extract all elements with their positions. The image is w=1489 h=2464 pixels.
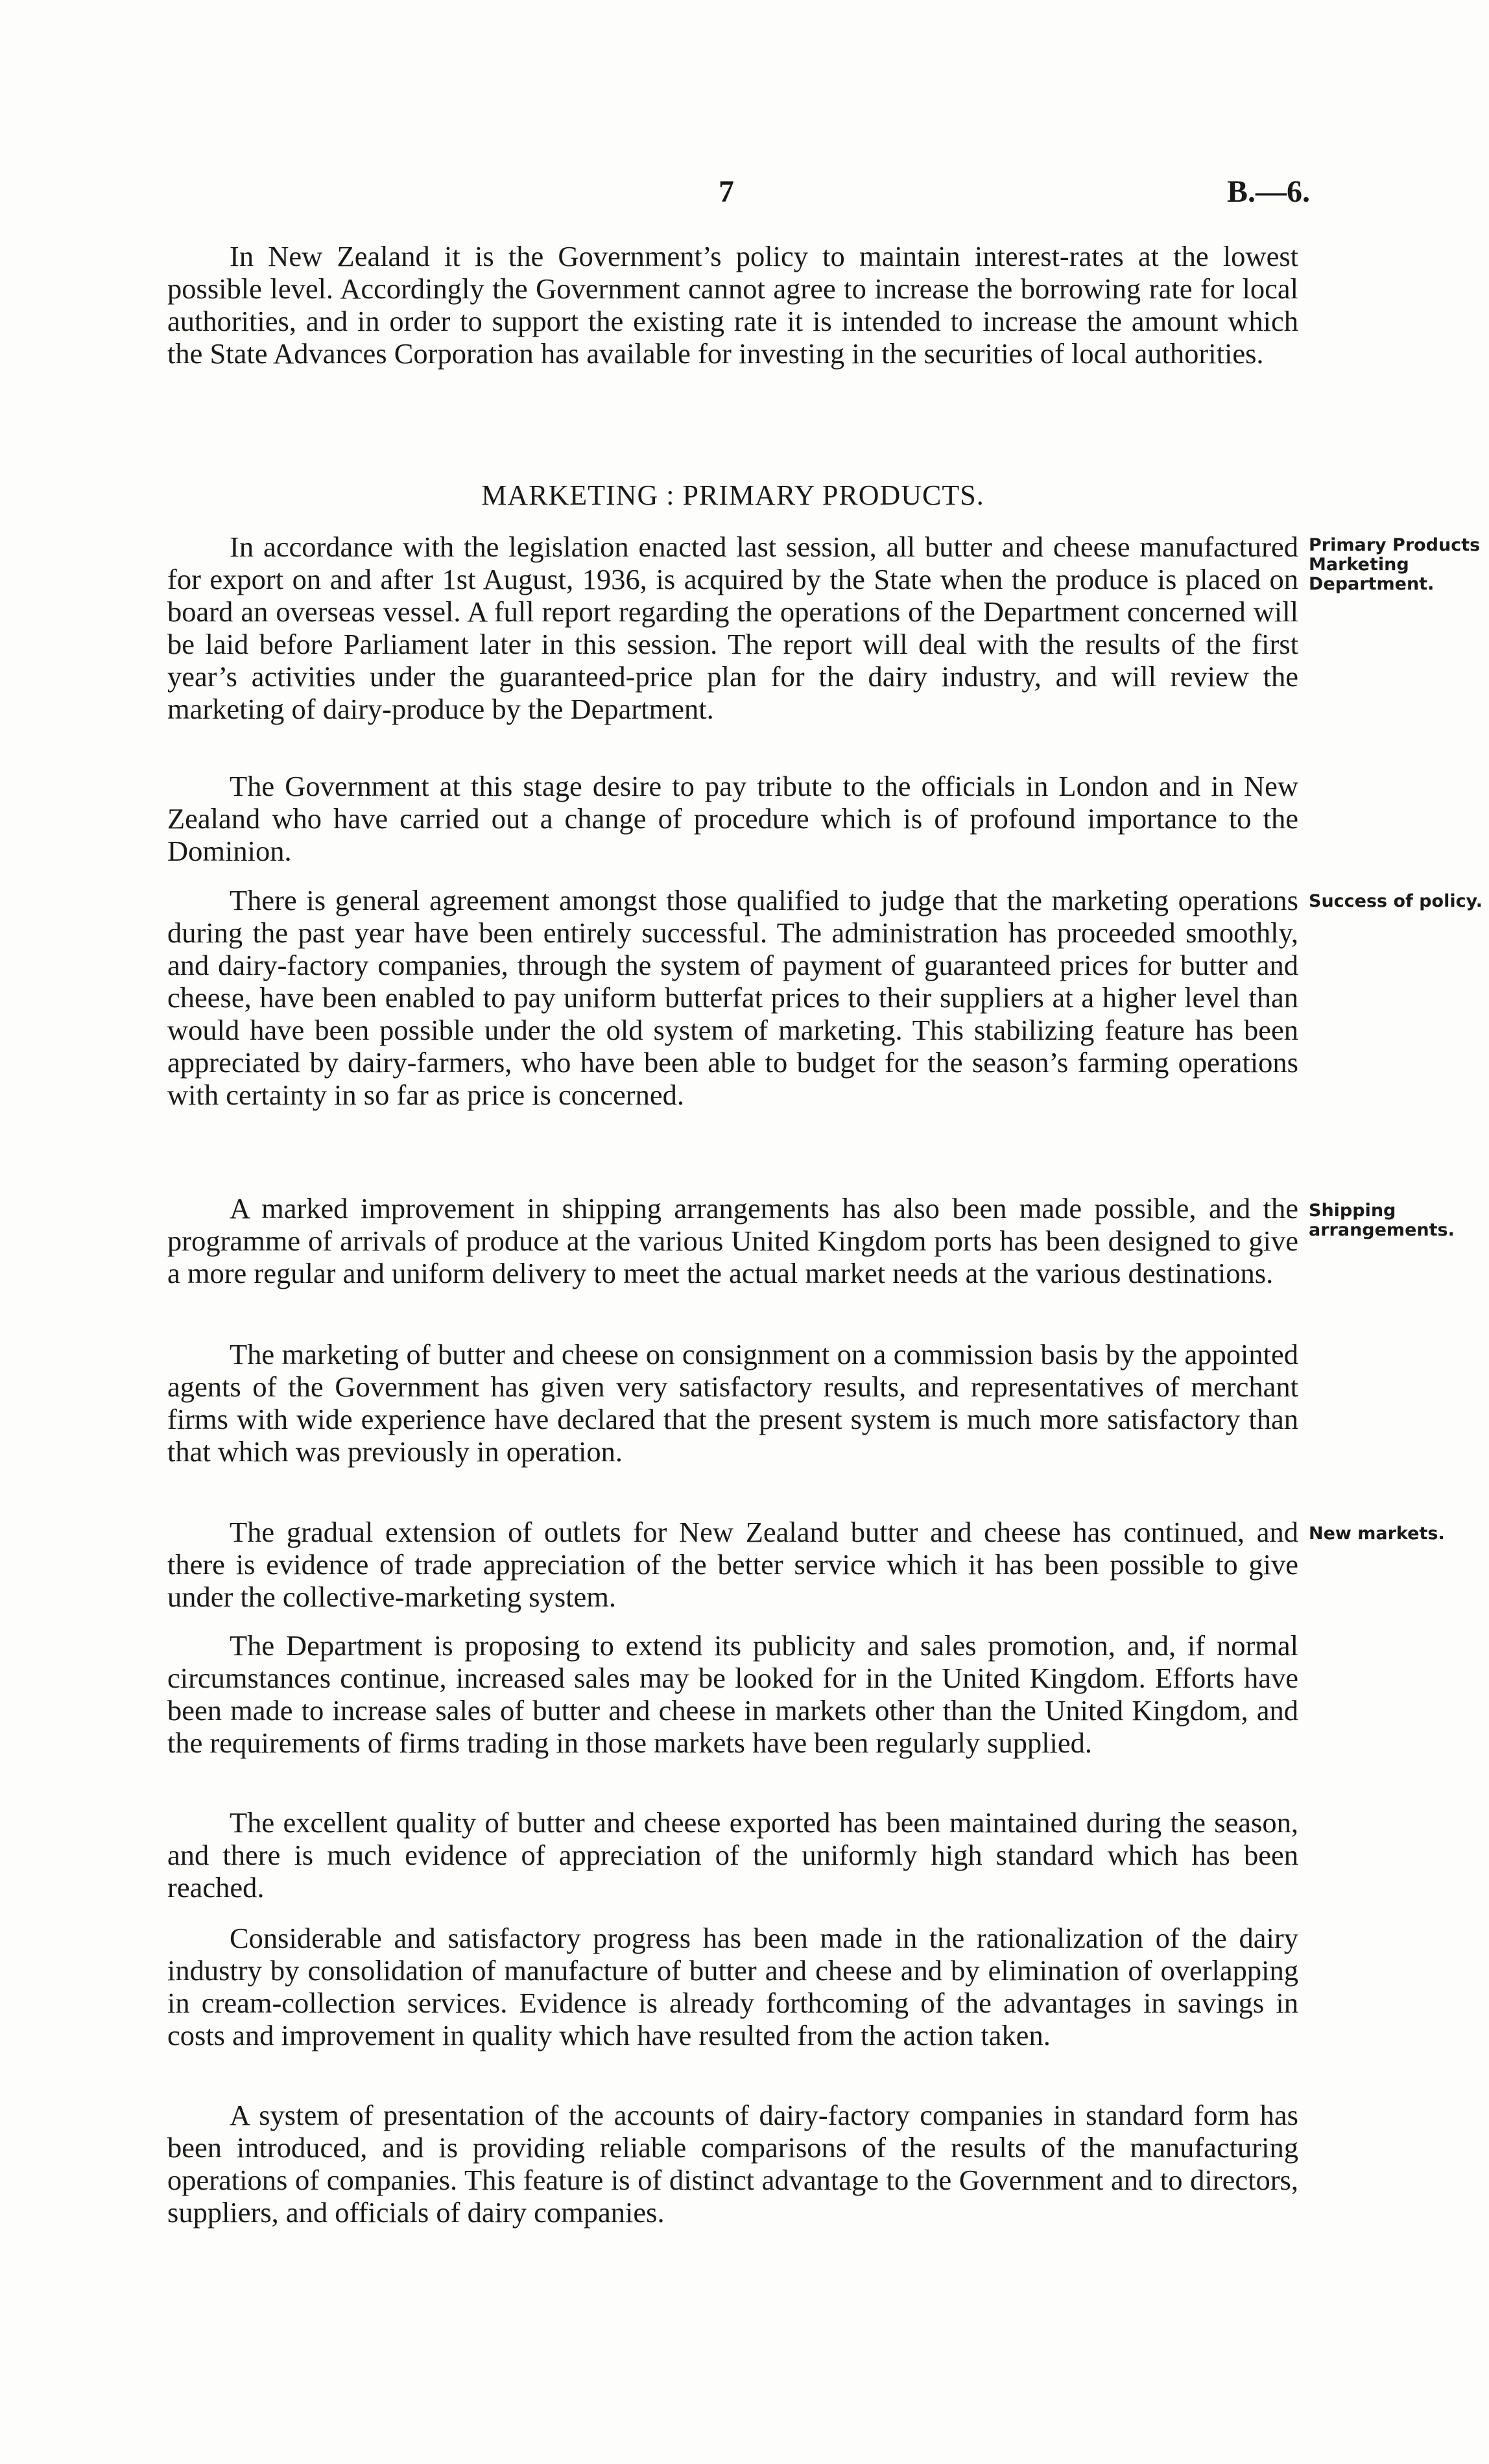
section-paragraph-6-block <box>167 1516 1298 1613</box>
margin-note-primary-products: Primary Products Marketing Department. <box>1309 535 1481 594</box>
section-paragraph: The gradual extension of outlets for New Zealand butter and cheese has continued, and there is evidence of trade appreciation of the better service which it has been possible to give under the collective-marketing system. <box>167 1516 1298 1613</box>
section-heading: MARKETING : PRIMARY PRODUCTS. <box>481 479 984 511</box>
section-paragraph: The Government at this stage desire to pay tribute to the officials in London and in New Zealand who have carried out a change of procedure which is of profound importance to the Dominion. <box>167 770 1298 867</box>
intro-paragraph: In New Zealand it is the Government’s policy to maintain interest-rates at the lowest possible level. Accordingly the Government cannot agree to increase the borrowing rate for local authorities, and in order to support the existing rate it is intended to increase the amount which the State Advances Corporation has available for investing in the securities of local authorities. <box>167 240 1298 370</box>
section-paragraph-7-block <box>167 1629 1298 1759</box>
section-paragraph: The excellent quality of butter and cheese exported has been maintained during the season, and there is much evidence of appreciation of the uniformly high standard which has been reached. <box>167 1806 1298 1904</box>
section-paragraph-3-block <box>167 884 1298 1111</box>
section-paragraph: A system of presentation of the accounts of dairy-factory companies in standard form has been introduced, and is providing reliable comparisons of the results of the manufacturing operations of companies. This feature is of distinct advantage to the Government and to directors, suppliers, and officials of dairy companies. <box>167 2099 1298 2229</box>
intro-block <box>167 240 1298 370</box>
margin-note-success-of-policy: Success of policy. <box>1309 891 1483 911</box>
section-paragraph-9-block <box>167 1922 1298 2051</box>
section-paragraph: Considerable and satisfactory progress has been made in the rationalization of the dairy industry by consolidation of manufacture of butter and cheese and by elimination of overlapping in cream-collection services. Evidence is already forthcoming of the advantages in savings in costs and improvement in quality which have resulted from the action taken. <box>167 1922 1298 2051</box>
margin-note-new-markets: New markets. <box>1309 1524 1445 1544</box>
section-paragraph: The Department is proposing to extend its publicity and sales promotion, and, if normal circumstances continue, increased sales may be looked for in the United Kingdom. Efforts have been made to increase sales of butter and cheese in markets other than the United Kingdom, and the requirements of firms trading in those markets have been regularly supplied. <box>167 1629 1298 1759</box>
section-paragraph-8-block <box>167 1806 1298 1904</box>
section-paragraph: In accordance with the legislation enacted last session, all butter and cheese manufactured for export on and after 1st August, 1936, is acquired by the State when the produce is placed on board an overseas vessel. A full report regarding the operations of the Department concerned will be laid before Parliament later in this session. The report will deal with the results of the first year’s activities under the guaranteed-price plan for the dairy industry, and will review the marketing of dairy-produce by the Department. <box>167 531 1298 725</box>
margin-note-shipping: Shipping arrangements. <box>1309 1201 1455 1240</box>
section-paragraph-5-block <box>167 1338 1298 1468</box>
section-paragraph: The marketing of butter and cheese on consignment on a commission basis by the appointed agents of the Government has given very satisfactory results, and representatives of merchant firms with wide experience have declared that the present system is much more satisfactory than that which was previously in operation. <box>167 1338 1298 1468</box>
document-reference: B.—6. <box>1226 174 1310 209</box>
section-paragraph-1-block <box>167 531 1298 725</box>
section-paragraph-2-block <box>167 770 1298 867</box>
section-paragraph: There is general agreement amongst those qualified to judge that the marketing operations during the past year have been entirely successful. The administration has proceeded smoothly, and dairy-factory companies, through the system of payment of guaranteed prices for butter and cheese, have been enabled to pay uniform butterfat prices to their suppliers at a higher level than would have been possible under the old system of marketing. This stabilizing feature has been appreciated by dairy-farmers, who have been able to budget for the season’s farming operations with certainty in so far as price is concerned. <box>167 884 1298 1111</box>
page-number: 7 <box>719 174 734 209</box>
section-paragraph-4-block <box>167 1192 1298 1289</box>
section-paragraph: A marked improvement in shipping arrangements has also been made possible, and the programme of arrivals of produce at the various United Kingdom ports has been designed to give a more regular and uniform delivery to meet the actual market needs at the various destinations. <box>167 1192 1298 1289</box>
section-paragraph-10-block <box>167 2099 1298 2229</box>
